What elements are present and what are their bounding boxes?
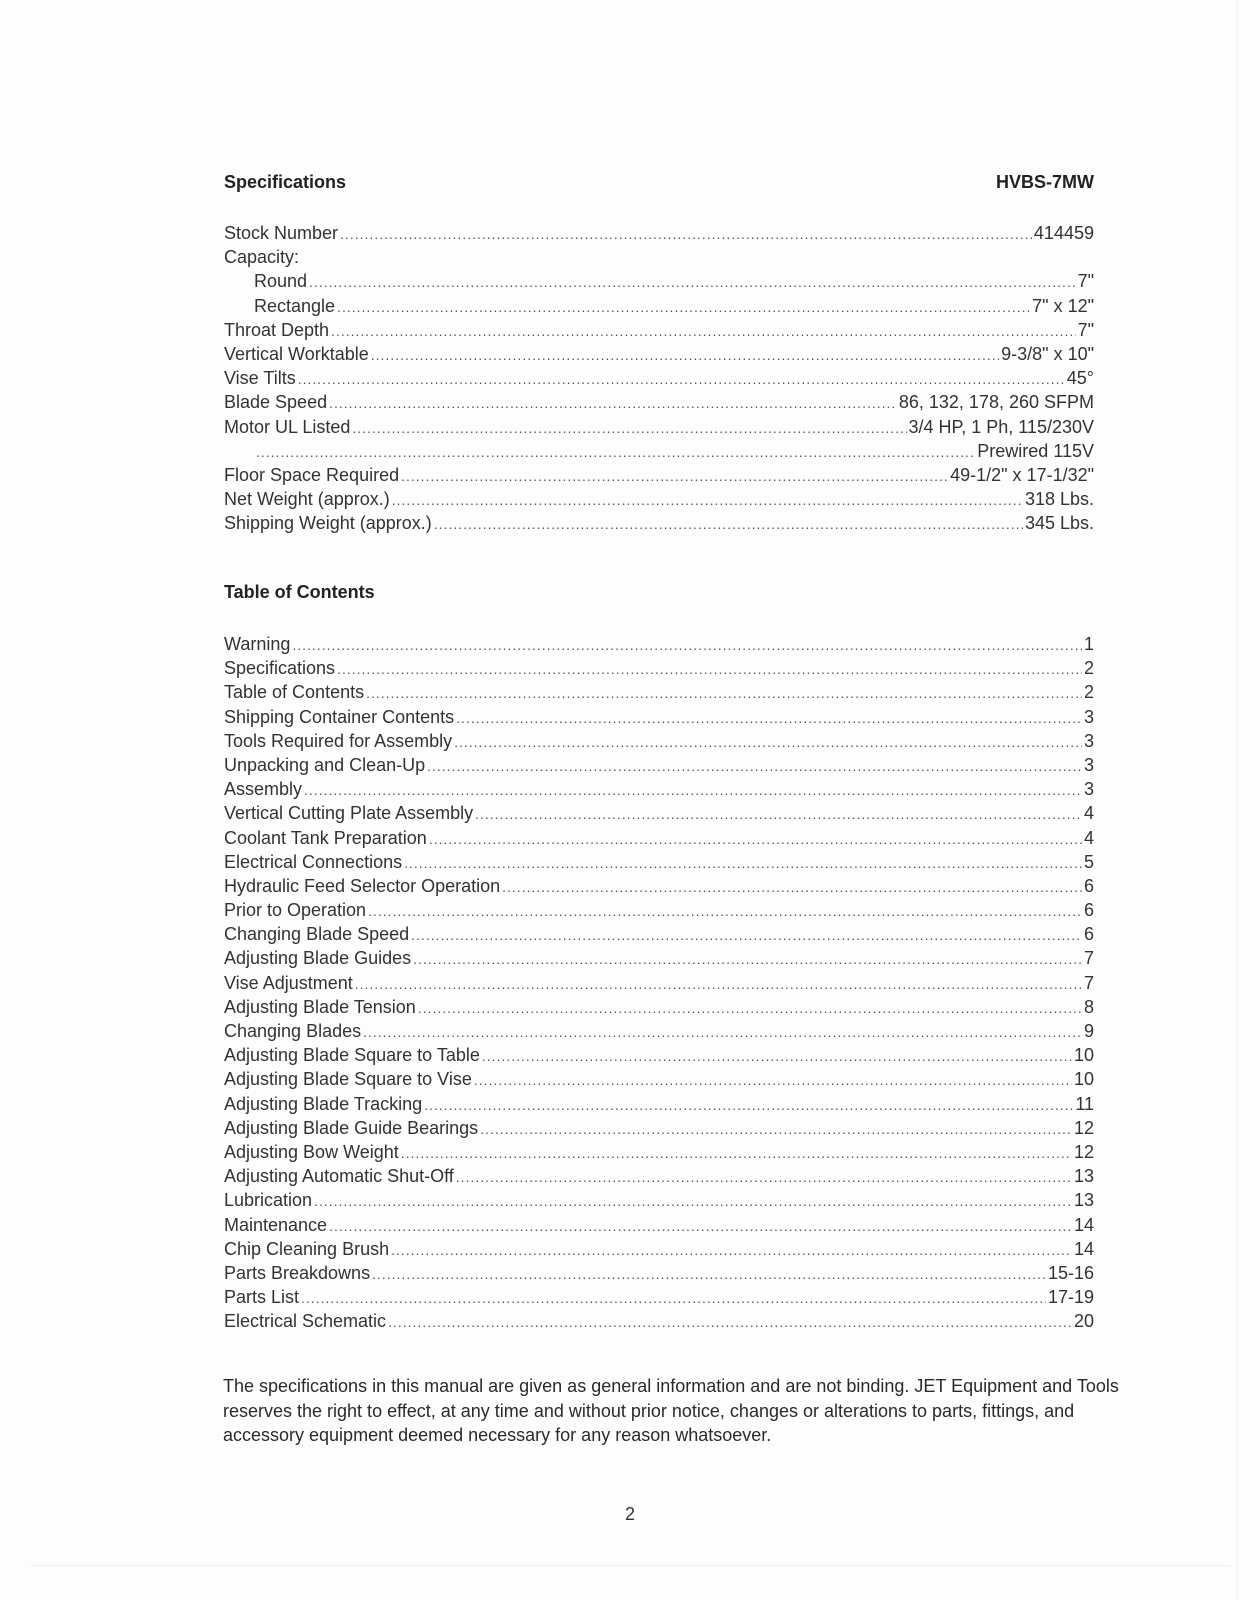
spec-row [224, 294, 1094, 318]
toc-entry [224, 1261, 1094, 1285]
toc-entry-label: Hydraulic Feed Selector Operation [224, 875, 501, 896]
toc-entry [224, 1309, 1094, 1333]
dot-leader [502, 875, 1082, 899]
model-number: HVBS-7MW [996, 172, 1094, 192]
toc-entry [224, 632, 1094, 656]
toc-entry-label: Lubrication [224, 1190, 313, 1211]
toc-entry-label: Adjusting Blade Square to Table [224, 1045, 480, 1066]
toc-entry-page: 10 [1073, 1069, 1094, 1090]
specifications-section [224, 172, 1094, 535]
toc-entry-page: 12 [1073, 1141, 1094, 1162]
toc-entry-label: Adjusting Automatic Shut-Off [224, 1166, 454, 1187]
dot-leader [418, 996, 1082, 1020]
dot-leader [429, 827, 1082, 851]
toc-entry-label: Tools Required for Assembly [224, 730, 453, 751]
dot-leader [388, 1310, 1072, 1334]
toc-entry-page: 7 [1083, 948, 1094, 969]
toc-entry-page: 14 [1073, 1238, 1094, 1259]
toc-entry [224, 874, 1094, 898]
toc-entry [224, 1092, 1094, 1116]
dot-leader [337, 295, 1030, 319]
toc-entry-label: Unpacking and Clean-Up [224, 754, 426, 775]
dot-leader [337, 657, 1082, 681]
spec-value: 45° [1066, 368, 1094, 389]
toc-entry-page: 8 [1083, 996, 1094, 1017]
toc-entry [224, 1043, 1094, 1067]
dot-leader [456, 706, 1082, 730]
spec-label: Vertical Worktable [224, 343, 369, 364]
dot-leader [404, 851, 1082, 875]
spec-label: Motor UL Listed [224, 416, 351, 437]
spec-label: Throat Depth [224, 319, 330, 340]
toc-entry-label: Parts List [224, 1287, 300, 1308]
dot-leader [331, 319, 1076, 343]
dot-leader [340, 222, 1032, 246]
toc-entry-label: Maintenance [224, 1214, 328, 1235]
toc-entry-page: 2 [1083, 682, 1094, 703]
toc-header [224, 582, 1094, 603]
spec-label: Round [254, 271, 308, 292]
spec-value: Prewired 115V [977, 440, 1094, 461]
toc-entry-page: 10 [1073, 1045, 1094, 1066]
toc-entry-label: Specifications [224, 658, 336, 679]
dot-leader [456, 1165, 1072, 1189]
toc-entry [224, 898, 1094, 922]
dot-leader [292, 633, 1082, 657]
spec-row [224, 318, 1094, 342]
toc-entry [224, 729, 1094, 753]
toc-entry-page: 2 [1083, 658, 1094, 679]
toc-entry-page: 3 [1083, 754, 1094, 775]
spec-label: Blade Speed [224, 392, 328, 413]
toc-entry [224, 777, 1094, 801]
toc-entry-label: Vise Adjustment [224, 972, 353, 993]
dot-leader [329, 391, 897, 415]
dot-leader [301, 1286, 1046, 1310]
disclaimer-text: The specifications in this manual are given as general information and are not binding. JET Equipment and Tools reserves the right to effect, at any time and without prior notice, changes or alterations to parts, fittings, and accessory equipment deemed necessary for any reason whatsoever. [223, 1376, 1119, 1445]
specifications-list [224, 221, 1094, 535]
dot-leader [309, 270, 1076, 294]
dot-leader [298, 367, 1065, 391]
spec-value: 7" [1077, 319, 1094, 340]
dot-leader [391, 1238, 1072, 1262]
dot-leader [363, 1020, 1082, 1044]
toc-entry [224, 922, 1094, 946]
toc-entry [224, 1140, 1094, 1164]
toc-entry [224, 995, 1094, 1019]
spec-label: Shipping Weight (approx.) [224, 513, 432, 534]
toc-entry-page: 13 [1073, 1190, 1094, 1211]
dot-leader [474, 1068, 1072, 1092]
spec-row [224, 269, 1094, 293]
spec-value: 49-1/2" x 17-1/32" [950, 464, 1094, 485]
toc-entry [224, 1116, 1094, 1140]
toc-entry [224, 850, 1094, 874]
toc-entry [224, 946, 1094, 970]
toc-entry-label: Table of Contents [224, 682, 365, 703]
dot-leader [434, 512, 1023, 536]
toc-entry [224, 656, 1094, 680]
toc-entry-page: 12 [1073, 1117, 1094, 1138]
toc-entry-label: Adjusting Blade Tracking [224, 1093, 423, 1114]
toc-list [224, 632, 1094, 1333]
toc-entry [224, 753, 1094, 777]
scan-edge-shadow [1236, 0, 1238, 1600]
toc-entry-page: 9 [1083, 1021, 1094, 1041]
dot-leader [413, 947, 1082, 971]
spec-row [224, 221, 1094, 245]
toc-entry [224, 1237, 1094, 1261]
spec-row [224, 342, 1094, 366]
dot-leader [366, 681, 1082, 705]
toc-entry-label: Assembly [224, 779, 303, 800]
spec-label: Stock Number [224, 223, 339, 243]
dot-leader [475, 802, 1082, 826]
spec-value: 9-3/8" x 10" [1001, 343, 1094, 364]
toc-entry-page: 4 [1083, 803, 1094, 824]
toc-entry-label: Warning [224, 634, 291, 654]
toc-entry [224, 680, 1094, 704]
spec-label: Vise Tilts [224, 368, 296, 389]
toc-entry-page: 3 [1083, 730, 1094, 751]
dot-leader [427, 754, 1082, 778]
dot-leader [424, 1093, 1073, 1117]
dot-leader [352, 416, 906, 440]
dot-leader [480, 1117, 1072, 1141]
spec-row [224, 511, 1094, 535]
toc-entry [224, 826, 1094, 850]
toc-entry-page: 6 [1083, 875, 1094, 896]
toc-entry-label: Adjusting Blade Guide Bearings [224, 1117, 479, 1138]
toc-entry-page: 6 [1083, 924, 1094, 945]
toc-entry-page: 6 [1083, 900, 1094, 921]
spec-row [224, 463, 1094, 487]
spec-value: 7" x 12" [1032, 295, 1094, 316]
spec-row [224, 245, 1094, 269]
specifications-header [224, 172, 1094, 193]
spec-label: Capacity: [224, 247, 300, 268]
spec-value: 414459 [1033, 223, 1094, 243]
toc-entry-label: Adjusting Blade Square to Vise [224, 1069, 472, 1090]
toc-entry-label: Shipping Container Contents [224, 706, 455, 727]
dot-leader [314, 1189, 1072, 1213]
toc-entry-page: 15-16 [1047, 1262, 1094, 1283]
spec-value: 3/4 HP, 1 Ph, 115/230V [908, 416, 1094, 437]
dot-leader [411, 923, 1082, 947]
table-of-contents-section [224, 582, 1094, 1333]
toc-entry-page: 17-19 [1047, 1287, 1094, 1308]
toc-entry [224, 801, 1094, 825]
toc-entry-label: Chip Cleaning Brush [224, 1238, 390, 1259]
toc-entry-page: 14 [1073, 1214, 1094, 1235]
toc-entry-page: 7 [1083, 972, 1094, 993]
toc-entry-label: Adjusting Blade Guides [224, 948, 412, 969]
dot-leader [329, 1214, 1072, 1238]
toc-entry [224, 1019, 1094, 1043]
spec-label: Net Weight (approx.) [224, 489, 390, 510]
spec-row [224, 366, 1094, 390]
toc-entry [224, 1067, 1094, 1091]
dot-leader [401, 1141, 1072, 1165]
dot-leader [401, 464, 948, 488]
toc-title: Table of Contents [224, 582, 375, 602]
specifications-title: Specifications [224, 172, 347, 192]
dot-leader [368, 899, 1082, 923]
toc-entry-label: Vertical Cutting Plate Assembly [224, 803, 474, 824]
dot-leader [392, 488, 1023, 512]
spec-label: Floor Space Required [224, 464, 400, 485]
toc-entry [224, 1285, 1094, 1309]
dot-leader [482, 1044, 1072, 1068]
dot-leader [256, 440, 975, 464]
toc-entry-page: 4 [1083, 827, 1094, 848]
toc-entry-label: Coolant Tank Preparation [224, 827, 427, 848]
dot-leader [371, 343, 999, 367]
toc-entry-page: 1 [1083, 634, 1094, 654]
toc-entry-label: Electrical Schematic [224, 1311, 387, 1332]
toc-entry-label: Prior to Operation [224, 900, 367, 921]
toc-entry-label: Changing Blade Speed [224, 924, 410, 945]
spec-value: 86, 132, 178, 260 SFPM [898, 392, 1094, 413]
toc-entry-label: Electrical Connections [224, 851, 403, 872]
spec-value: 345 Lbs. [1024, 513, 1094, 534]
page-number: 2 [624, 1504, 635, 1524]
spec-row [224, 415, 1094, 439]
dot-leader [372, 1262, 1046, 1286]
toc-entry-page: 3 [1083, 779, 1094, 800]
dot-leader [355, 972, 1082, 996]
toc-entry-page: 20 [1073, 1311, 1094, 1332]
spec-row [224, 390, 1094, 414]
scan-bottom-line [30, 1565, 1230, 1566]
dot-leader [304, 778, 1082, 802]
toc-entry-page: 11 [1075, 1093, 1094, 1114]
toc-entry [224, 1164, 1094, 1188]
toc-entry [224, 971, 1094, 995]
toc-entry [224, 1213, 1094, 1237]
spec-value: 7" [1077, 271, 1094, 292]
spec-label: Rectangle [254, 295, 336, 316]
spec-row [224, 439, 1094, 463]
toc-entry [224, 705, 1094, 729]
dot-leader [454, 730, 1082, 754]
toc-entry-label: Adjusting Blade Tension [224, 996, 416, 1017]
toc-entry-page: 3 [1083, 706, 1094, 727]
toc-entry-label: Parts Breakdowns [224, 1262, 371, 1283]
toc-entry-label: Changing Blades [224, 1021, 362, 1041]
toc-entry-page: 13 [1073, 1166, 1094, 1187]
toc-entry-label: Adjusting Bow Weight [224, 1141, 399, 1162]
spec-row [224, 487, 1094, 511]
toc-entry [224, 1188, 1094, 1212]
spec-value: 318 Lbs. [1024, 489, 1094, 510]
toc-entry-page: 5 [1083, 851, 1094, 872]
